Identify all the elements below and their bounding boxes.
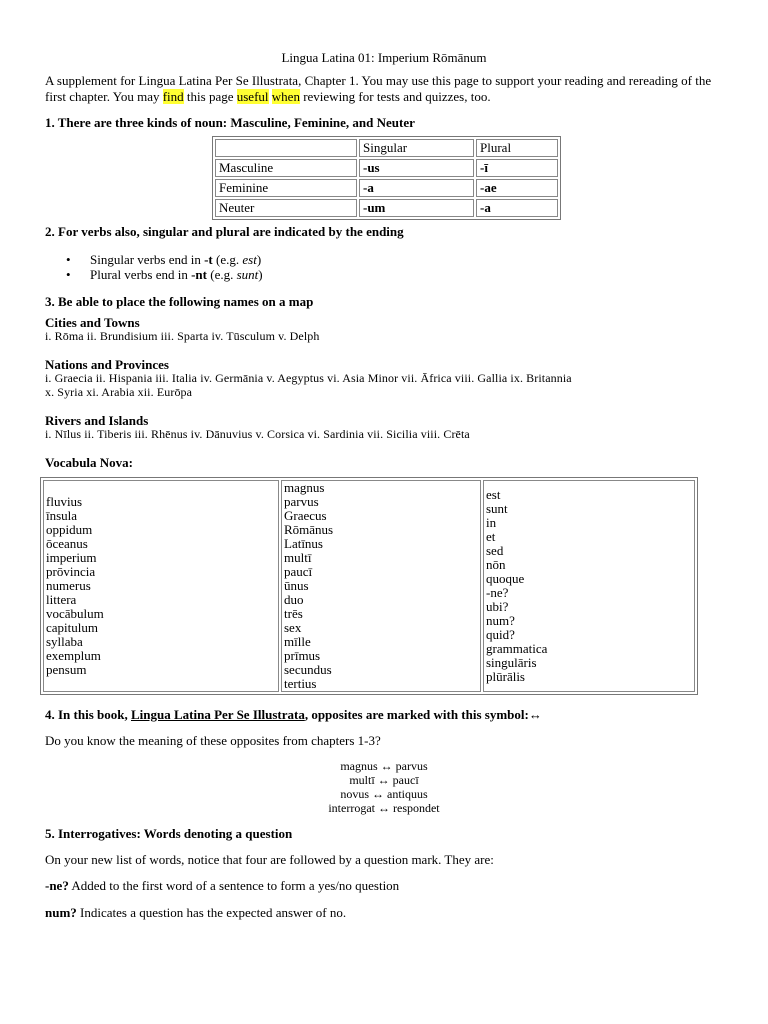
item-text: Singular verbs end in: [90, 252, 205, 267]
table-row: [43, 480, 695, 692]
vocab-word: in: [486, 515, 497, 530]
interrogatives-intro: On your new list of words, notice that four are followed by a question mark. They are:: [45, 852, 494, 867]
table-header-cell: [215, 139, 357, 157]
section2-heading: 2. For verbs also, singular and plural are indicated by the ending: [45, 224, 404, 239]
verb-endings-list: [45, 252, 263, 282]
word-list: [284, 481, 478, 691]
ending-text: -nt: [191, 267, 207, 282]
vocab-word: nōn: [486, 557, 506, 572]
gender-cell: Masculine: [215, 159, 357, 177]
vocab-word: ubi?: [486, 599, 509, 614]
vocab-word: multī: [284, 550, 312, 565]
interrogative-word: -ne?: [45, 878, 69, 893]
highlight-find: find: [162, 89, 184, 104]
vocab-word: exemplum: [46, 648, 101, 663]
list-item: [90, 252, 263, 267]
opposite-pair: multī ↔ paucī: [349, 773, 419, 787]
table-row: [215, 199, 558, 217]
table-header-cell: Plural: [476, 139, 558, 157]
vocab-word: singulāris: [486, 655, 537, 670]
nations-list-line1: i. Graecia ii. Hispania iii. Italia iv. Germānia v. Aegyptus vi. Asia Minor vii. Āfrica viii. Gallia ix. Britannia: [45, 371, 572, 385]
vocab-word: sunt: [486, 501, 508, 516]
vocab-word: fluvius: [46, 494, 83, 509]
word-list: [486, 488, 692, 684]
noun-endings-table: [212, 136, 561, 220]
vocab-word: littera: [46, 592, 77, 607]
gender-cell: Feminine: [215, 179, 357, 197]
book-title: Lingua Latina Per Se Illustrata: [130, 707, 305, 722]
opposite-pair: novus ↔ antiquus: [340, 787, 428, 801]
table-header-row: [215, 139, 558, 157]
vocab-word: quoque: [486, 571, 525, 586]
vocab-word: imperium: [46, 550, 97, 565]
item-text: (e.g.: [212, 252, 243, 267]
vocab-word: sed: [486, 543, 504, 558]
vocab-word: oppidum: [46, 522, 93, 537]
interrogative-item: [45, 878, 399, 894]
highlight-when: when: [271, 89, 300, 104]
ending-text: -t: [204, 252, 213, 267]
rivers-list: i. Nīlus ii. Tiberis iii. Rhēnus iv. Dānuvius v. Corsica vi. Sardinia vii. Sicilia viii. Crēta: [45, 427, 470, 441]
vocab-word: mīlle: [284, 634, 311, 649]
vocab-column-adjectives: [281, 480, 481, 692]
intro-text-4: reviewing for tests and quizzes, too.: [299, 89, 491, 104]
ending-cell: -ī: [476, 159, 558, 177]
vocab-word: syllaba: [46, 634, 83, 649]
vocab-word: prōvincia: [46, 564, 96, 579]
section3-heading: 3. Be able to place the following names on a map: [45, 294, 314, 309]
section1-heading: 1. There are three kinds of noun: Masculine, Feminine, and Neuter: [45, 115, 415, 130]
vocab-word: magnus: [284, 480, 325, 495]
vocab-word: īnsula: [46, 508, 78, 523]
item-text: Plural verbs end in: [90, 267, 192, 282]
example-text: est: [242, 252, 257, 267]
vocab-word: pensum: [46, 662, 87, 677]
nations-heading: Nations and Provinces: [45, 357, 169, 372]
vocab-word: paucī: [284, 564, 313, 579]
vocab-word: quid?: [486, 627, 515, 642]
ending-cell: -um: [359, 199, 474, 217]
intro-paragraph: [45, 73, 735, 105]
vocab-word: sex: [284, 620, 302, 635]
ending-cell: -us: [359, 159, 474, 177]
interrogative-desc: Indicates a question has the expected answer of no.: [76, 905, 347, 920]
interrogative-desc: Added to the first word of a sentence to form a yes/no question: [68, 878, 400, 893]
vocab-word: duo: [284, 592, 304, 607]
vocab-word: capitulum: [46, 620, 98, 635]
interrogative-word: num?: [45, 905, 77, 920]
opposite-pair: interrogat ↔ respondet: [328, 801, 440, 815]
ending-cell: -a: [476, 199, 558, 217]
highlight-useful: useful: [236, 89, 269, 104]
gender-cell: Neuter: [215, 199, 357, 217]
section5-heading: 5. Interrogatives: Words denoting a question: [45, 826, 293, 841]
section4-heading: [45, 707, 542, 723]
item-text: (e.g.: [206, 267, 237, 282]
opposites-question: Do you know the meaning of these opposites from chapters 1-3?: [45, 733, 381, 748]
table-row: [215, 159, 558, 177]
heading-text: 4. In this book,: [45, 707, 131, 722]
vocab-word: prīmus: [284, 648, 321, 663]
vocab-column-other: [483, 480, 695, 692]
table-header-cell: Singular: [359, 139, 474, 157]
vocab-word: vocābulum: [46, 606, 104, 621]
table-row: [215, 179, 558, 197]
vocab-word: parvus: [284, 494, 319, 509]
vocab-word: ūnus: [284, 578, 309, 593]
opposite-pair: magnus ↔ parvus: [340, 759, 428, 773]
vocab-word: ōceanus: [46, 536, 88, 551]
vocabulary-table: [40, 477, 698, 695]
list-item: [90, 267, 263, 282]
word-list: [46, 495, 276, 677]
vocab-word: et: [486, 529, 496, 544]
vocab-word: est: [486, 487, 501, 502]
vocab-word: tertius: [284, 676, 317, 691]
ending-cell: -ae: [476, 179, 558, 197]
vocab-word: trēs: [284, 606, 303, 621]
ending-cell: -a: [359, 179, 474, 197]
vocab-word: plūrālis: [486, 669, 525, 684]
vocab-word: Rōmānus: [284, 522, 334, 537]
rivers-heading: Rivers and Islands: [45, 413, 149, 428]
item-text: ): [258, 267, 263, 282]
example-text: sunt: [236, 267, 259, 282]
vocab-word: num?: [486, 613, 515, 628]
vocab-word: grammatica: [486, 641, 548, 656]
intro-text-2: this page: [183, 89, 237, 104]
cities-list: i. Rōma ii. Brundisium iii. Sparta iv. Tūsculum v. Delph: [45, 329, 320, 343]
page-title: Lingua Latina 01: Imperium Rōmānum: [281, 50, 487, 65]
heading-text: , opposites are marked with this symbol:↔: [304, 707, 542, 722]
interrogative-item: [45, 905, 346, 921]
vocab-column-nouns: [43, 480, 279, 692]
vocab-word: numerus: [46, 578, 91, 593]
vocab-word: secundus: [284, 662, 332, 677]
nations-list-line2: x. Syria xi. Arabia xii. Eurōpa: [45, 385, 193, 399]
item-text: ): [256, 252, 262, 267]
vocab-word: Latīnus: [284, 536, 323, 551]
vocab-heading: Vocabula Nova:: [45, 455, 134, 470]
intro-text-1: A supplement for Lingua Latina Per Se Illustrata, Chapter 1. You may use this page to support your reading and rereading of the first chapter. You may: [45, 73, 712, 104]
cities-heading: Cities and Towns: [45, 315, 140, 330]
vocab-word: Graecus: [284, 508, 327, 523]
vocab-word: -ne?: [486, 585, 509, 600]
